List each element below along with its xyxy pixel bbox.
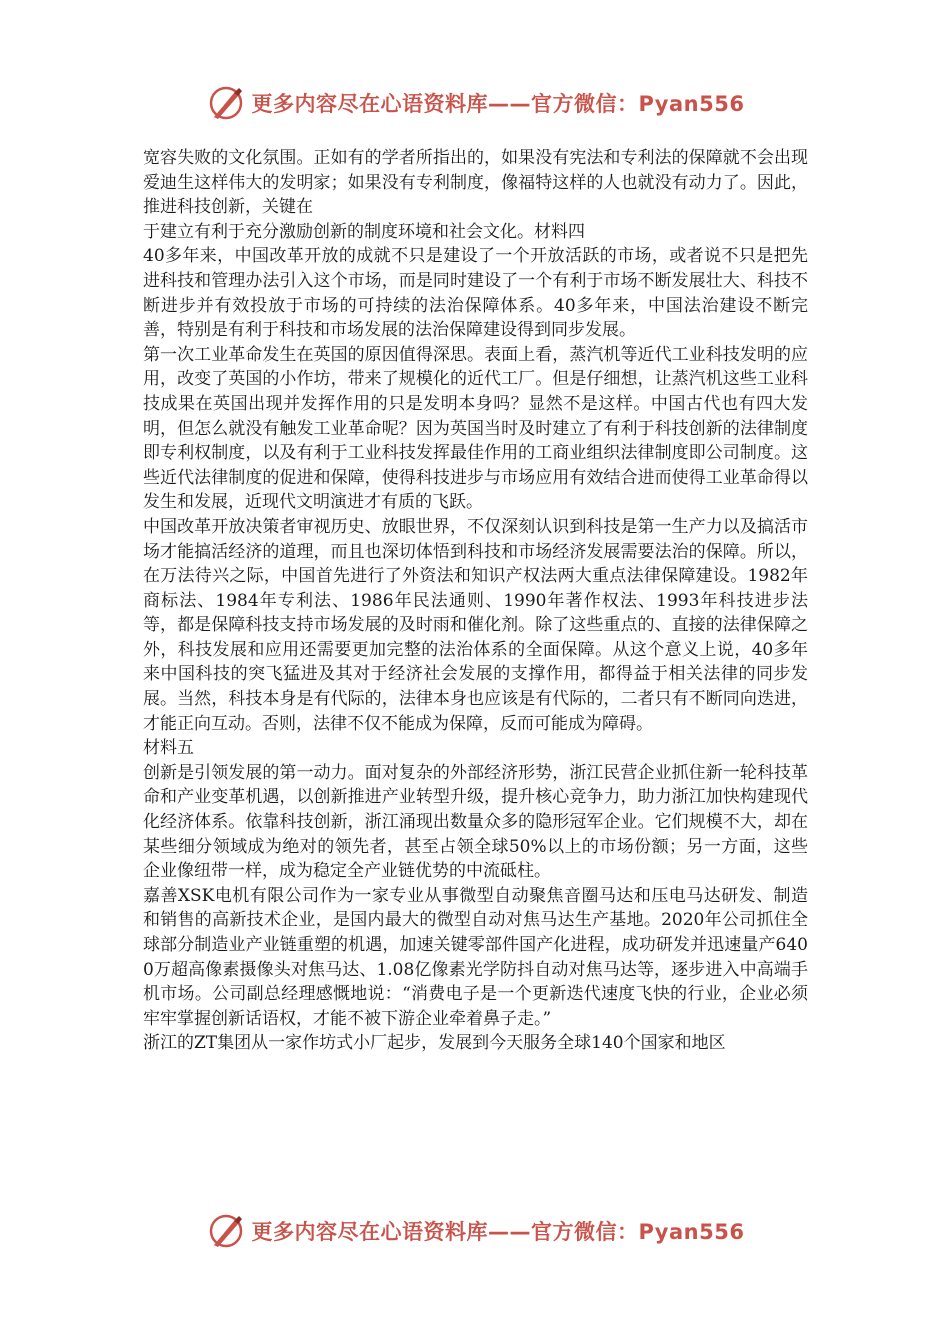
paragraph: 创新是引领发展的第一动力。面对复杂的外部经济形势，浙江民营企业抓住新一轮科技革命和产业变革机遇，以创新推进产业转型升级，提升核心竞争力，助力浙江加快构建现代化经济体系。依靠科技创新，浙江涌现出数量众多的隐形冠军企业。它们规模不大，却在某些细分领域成为绝对的领先者，甚至占领全球50%以上的市场份额；另一方面，这些企业像纽带一样，成为稳定全产业链优势的中流砥柱。 xyxy=(143,762,808,882)
paragraph: 第一次工业革命发生在英国的原因值得深思。表面上看，蒸汽机等近代工业科技发明的应用，改变了英国的小作坊，带来了规模化的近代工厂。但是仔细想，让蒸汽机这些工业科技成果在英国出现并发挥作用的只是发明本身吗？显然不是这样。中国古代也有四大发明，但怎么就没有触发工业革命呢？因为英国当时及时建立了有利于科技创新的法律制度即专利权制度，以及有利于工业科技发挥最佳作用的工商业组织法律制度即公司制度。这些近代法律制度的促进和保障，使得科技进步与市场应用有效结合进而使得工业革命得以发生和发展，近现代文明演进才有质的飞跃。 xyxy=(143,344,808,513)
document-body xyxy=(143,146,808,1056)
paragraph: 宽容失败的文化氛围。正如有的学者所指出的，如果没有宪法和专利法的保障就不会出现爱迪生这样伟大的发明家；如果没有专利制度，像福特这样的人也就没有动力了。因此，推进科技创新，关键在 xyxy=(143,148,808,218)
paragraph: 中国改革开放决策者审视历史、放眼世界，不仅深刻认识到科技是第一生产力以及搞活市场才能搞活经济的道理，而且也深切体悟到科技和市场经济发展需要法治的保障。所以，在万法待兴之际，中国首先进行了外资法和知识产权法两大重点法律保障建设。1982年商标法、1984年专利法、1986年民法通则、1990年著作权法、1993年科技进步法等，都是保障科技支持市场发展的及时雨和催化剂。除了这些重点的、直接的法律保障之外，科技发展和应用还需要更加完整的法治体系的全面保障。从这个意义上说，40多年来中国科技的突飞猛进及其对于经济社会发展的支撑作用，都得益于相关法律的同步发展。当然，科技本身是有代际的，法律本身也应该是有代际的，二者只有不断同向迭进，才能正向互动。否则，法律不仅不能成为保障，反而可能成为障碍。 xyxy=(143,516,808,734)
paragraph: 于建立有利于充分激励创新的制度环境和社会文化。材料四 xyxy=(143,221,585,242)
paragraph: 嘉善XSK电机有限公司作为一家专业从事微型自动聚焦音圈马达和压电马达研发、制造和销售的高新技术企业，是国内最大的微型自动对焦马达生产基地。2020年公司抓住全球部分制造业产业链重塑的机遇，加速关键零部件国产化进程，成功研发并迅速量产6400万超高像素摄像头对焦马达、1.08亿像素光学防抖自动对焦马达等，逐步进入中高端手机市场。公司副总经理感慨地说：“消费电子是一个更新迭代速度飞快的行业，企业必须牢牢掌握创新话语权，才能不被下游企业牵着鼻子走。” xyxy=(143,885,808,1029)
header-banner-text: 更多内容尽在心语资料库——官方微信：Pyan556 xyxy=(251,92,745,116)
footer-banner xyxy=(0,1206,950,1256)
header-banner xyxy=(0,78,950,128)
paragraph: 浙江的ZT集团从一家作坊式小厂起步，发展到今天服务全球140个国家和地区 xyxy=(143,1033,726,1054)
pen-logo-icon xyxy=(206,1211,246,1251)
section-heading: 材料五 xyxy=(143,738,194,759)
footer-banner-text: 更多内容尽在心语资料库——官方微信：Pyan556 xyxy=(251,1220,745,1244)
pen-logo-icon xyxy=(206,83,246,123)
paragraph: 40多年来，中国改革开放的成就不只是建设了一个开放活跃的市场，或者说不只是把先进科技和管理办法引入这个市场，而是同时建设了一个有利于市场不断发展壮大、科技不断进步并有效投放于市场的可持续的法治保障体系。40多年来，中国法治建设不断完善，特别是有利于科技和市场发展的法治保障建设得到同步发展。 xyxy=(143,246,808,341)
